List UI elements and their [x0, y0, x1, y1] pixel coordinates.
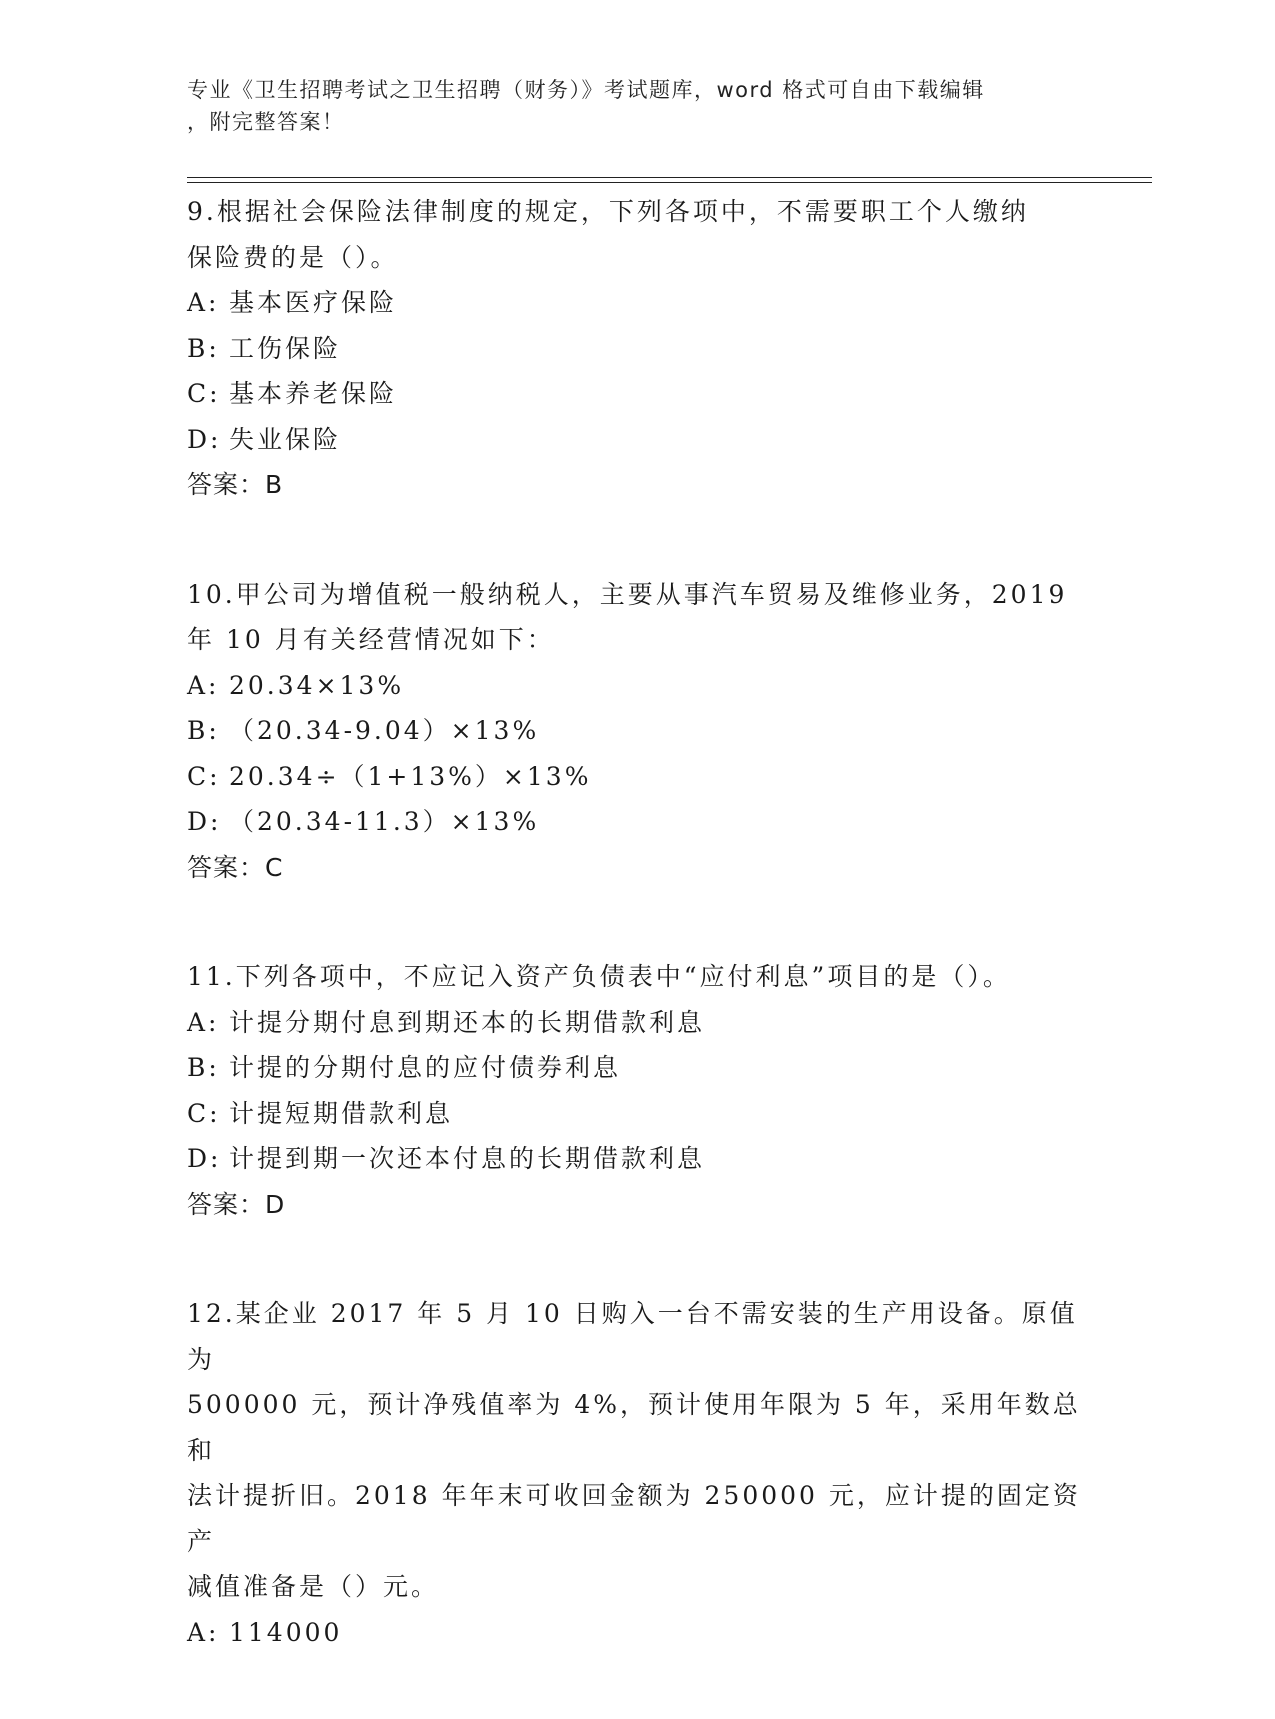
- answer-key: 答案：D: [187, 1189, 286, 1219]
- question-block: [187, 954, 1087, 1227]
- question-stem-line: 法计提折旧。2018 年年末可收回金额为 250000 元，应计提的固定资产: [187, 1481, 1081, 1556]
- question-block: [187, 1291, 1087, 1655]
- option-letter: D:: [187, 424, 222, 454]
- answer-key: 答案：B: [187, 470, 284, 499]
- answer-option: [187, 326, 1087, 372]
- header-divider-bottom: [187, 182, 1152, 183]
- option-text: 计提的分期付息的应付债券利息: [229, 1053, 622, 1082]
- option-letter: C:: [187, 379, 221, 408]
- question-stem-line: 年 10 月有关经营情况如下：: [187, 625, 555, 654]
- option-text: 20.34×13%: [229, 670, 405, 700]
- question-block: [187, 189, 1087, 508]
- option-letter: D:: [187, 807, 222, 836]
- question-stem-line: 减值准备是（）元。: [187, 1572, 440, 1601]
- option-text: 计提到期一次还本付息的长期借款利息: [229, 1144, 706, 1173]
- option-letter: B:: [187, 1053, 220, 1082]
- option-text: 20.34÷（1+13%）×13%: [229, 761, 592, 791]
- question-stem-line: 9.根据社会保险法律制度的规定，下列各项中，不需要职工个人缴纳: [187, 197, 1029, 226]
- header-divider-top: [187, 177, 1152, 178]
- question-stem-line: 11.下列各项中，不应记入资产负债表中“应付利息”项目的是（）。: [187, 962, 1011, 991]
- option-letter: A:: [187, 1007, 220, 1037]
- header-line-2: ，附完整答案！: [187, 110, 345, 134]
- option-letter: A:: [187, 1617, 220, 1647]
- option-letter: B:: [187, 716, 220, 745]
- answer-option: [187, 371, 1087, 417]
- option-text: 114000: [229, 1617, 343, 1647]
- answer-option: [187, 1000, 1087, 1046]
- answer-option: [187, 1045, 1087, 1091]
- option-text: （20.34-11.3）×13%: [229, 807, 540, 836]
- option-text: 基本养老保险: [229, 379, 398, 408]
- header-line-1: 专业《卫生招聘考试之卫生招聘（财务）》考试题库，word 格式可自由下载编辑: [187, 78, 985, 102]
- option-letter: C:: [187, 1098, 221, 1128]
- answer-option: [187, 1136, 1087, 1182]
- option-letter: D:: [187, 1144, 222, 1173]
- option-text: （20.34-9.04）×13%: [229, 716, 540, 745]
- answer-option: [187, 417, 1087, 463]
- option-letter: A:: [187, 670, 220, 700]
- question-block: [187, 572, 1087, 891]
- option-text: 基本医疗保险: [229, 288, 398, 317]
- answer-option: [187, 1091, 1087, 1137]
- option-text: 计提分期付息到期还本的长期借款利息: [229, 1007, 706, 1037]
- answer-option: [187, 799, 1087, 845]
- question-list: [187, 189, 1087, 1719]
- question-stem-line: 12.某企业 2017 年 5 月 10 日购入一台不需安装的生产用设备。原值为: [187, 1299, 1078, 1374]
- answer-option: [187, 280, 1087, 326]
- document-header: [187, 74, 1067, 138]
- option-letter: C:: [187, 761, 221, 791]
- question-stem-line: 保险费的是（）。: [187, 242, 399, 272]
- option-text: 失业保险: [229, 424, 342, 454]
- option-text: 计提短期借款利息: [229, 1098, 454, 1128]
- answer-key: 答案：C: [187, 852, 284, 882]
- question-stem-line: 10.甲公司为增值税一般纳税人，主要从事汽车贸易及维修业务，2019: [187, 579, 1068, 609]
- option-letter: A:: [187, 288, 220, 317]
- question-stem-line: 500000 元，预计净残值率为 4%，预计使用年限为 5 年，采用年数总和: [187, 1390, 1081, 1465]
- answer-option: [187, 1610, 1087, 1656]
- answer-option: [187, 708, 1087, 754]
- answer-option: [187, 663, 1087, 709]
- option-letter: B:: [187, 333, 220, 363]
- answer-option: [187, 754, 1087, 800]
- option-text: 工伤保险: [229, 333, 342, 363]
